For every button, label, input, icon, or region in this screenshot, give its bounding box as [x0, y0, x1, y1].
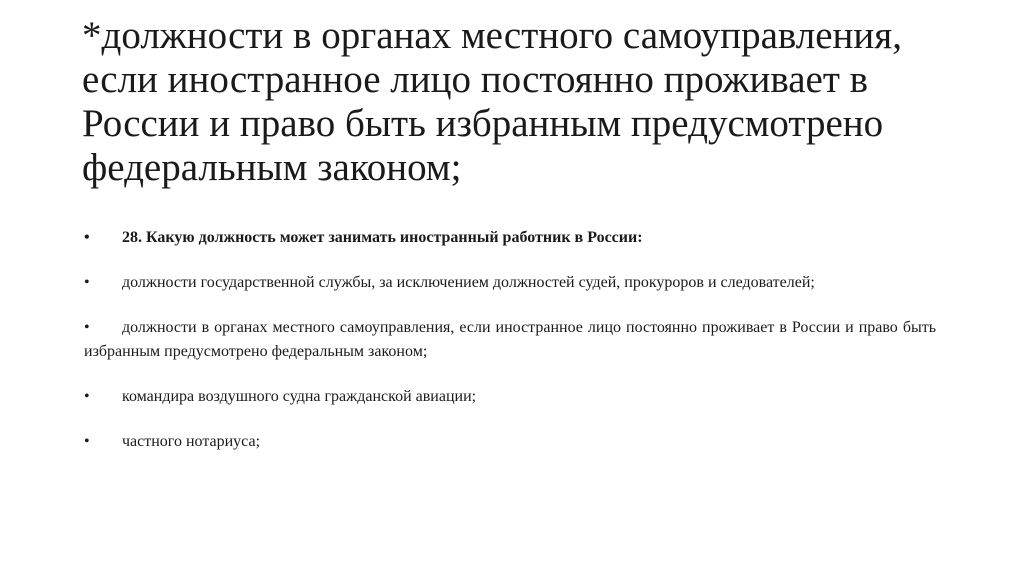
- list-item-text: частного нотариуса;: [122, 433, 261, 450]
- list-item-text: 28. Какую должность может занимать иностранный работник в России:: [122, 229, 643, 246]
- list-item-text: командира воздушного судна гражданской авиации;: [122, 388, 477, 405]
- bullet-icon: •: [84, 433, 90, 450]
- bullet-icon: •: [84, 388, 90, 405]
- bullet-icon: •: [84, 229, 90, 246]
- bullet-icon: •: [84, 319, 90, 336]
- list-item: [84, 271, 936, 295]
- list-item: [84, 385, 936, 409]
- bullet-icon: •: [84, 274, 90, 291]
- list-item: [84, 430, 936, 454]
- bullet-list: [84, 226, 936, 475]
- list-item-text: должности в органах местного самоуправления, если иностранное лицо постоянно проживает в России и право быть избранным предусмотрено федеральным законом;: [84, 319, 936, 360]
- slide-title: *должности в органах местного самоуправления, если иностранное лицо постоянно проживает в России и право быть избранным предусмотрено федеральным законом;: [82, 14, 902, 189]
- list-item: [84, 316, 936, 364]
- list-item-text: должности государственной службы, за исключением должностей судей, прокуроров и следователей;: [122, 274, 815, 291]
- list-item-question: [84, 226, 936, 250]
